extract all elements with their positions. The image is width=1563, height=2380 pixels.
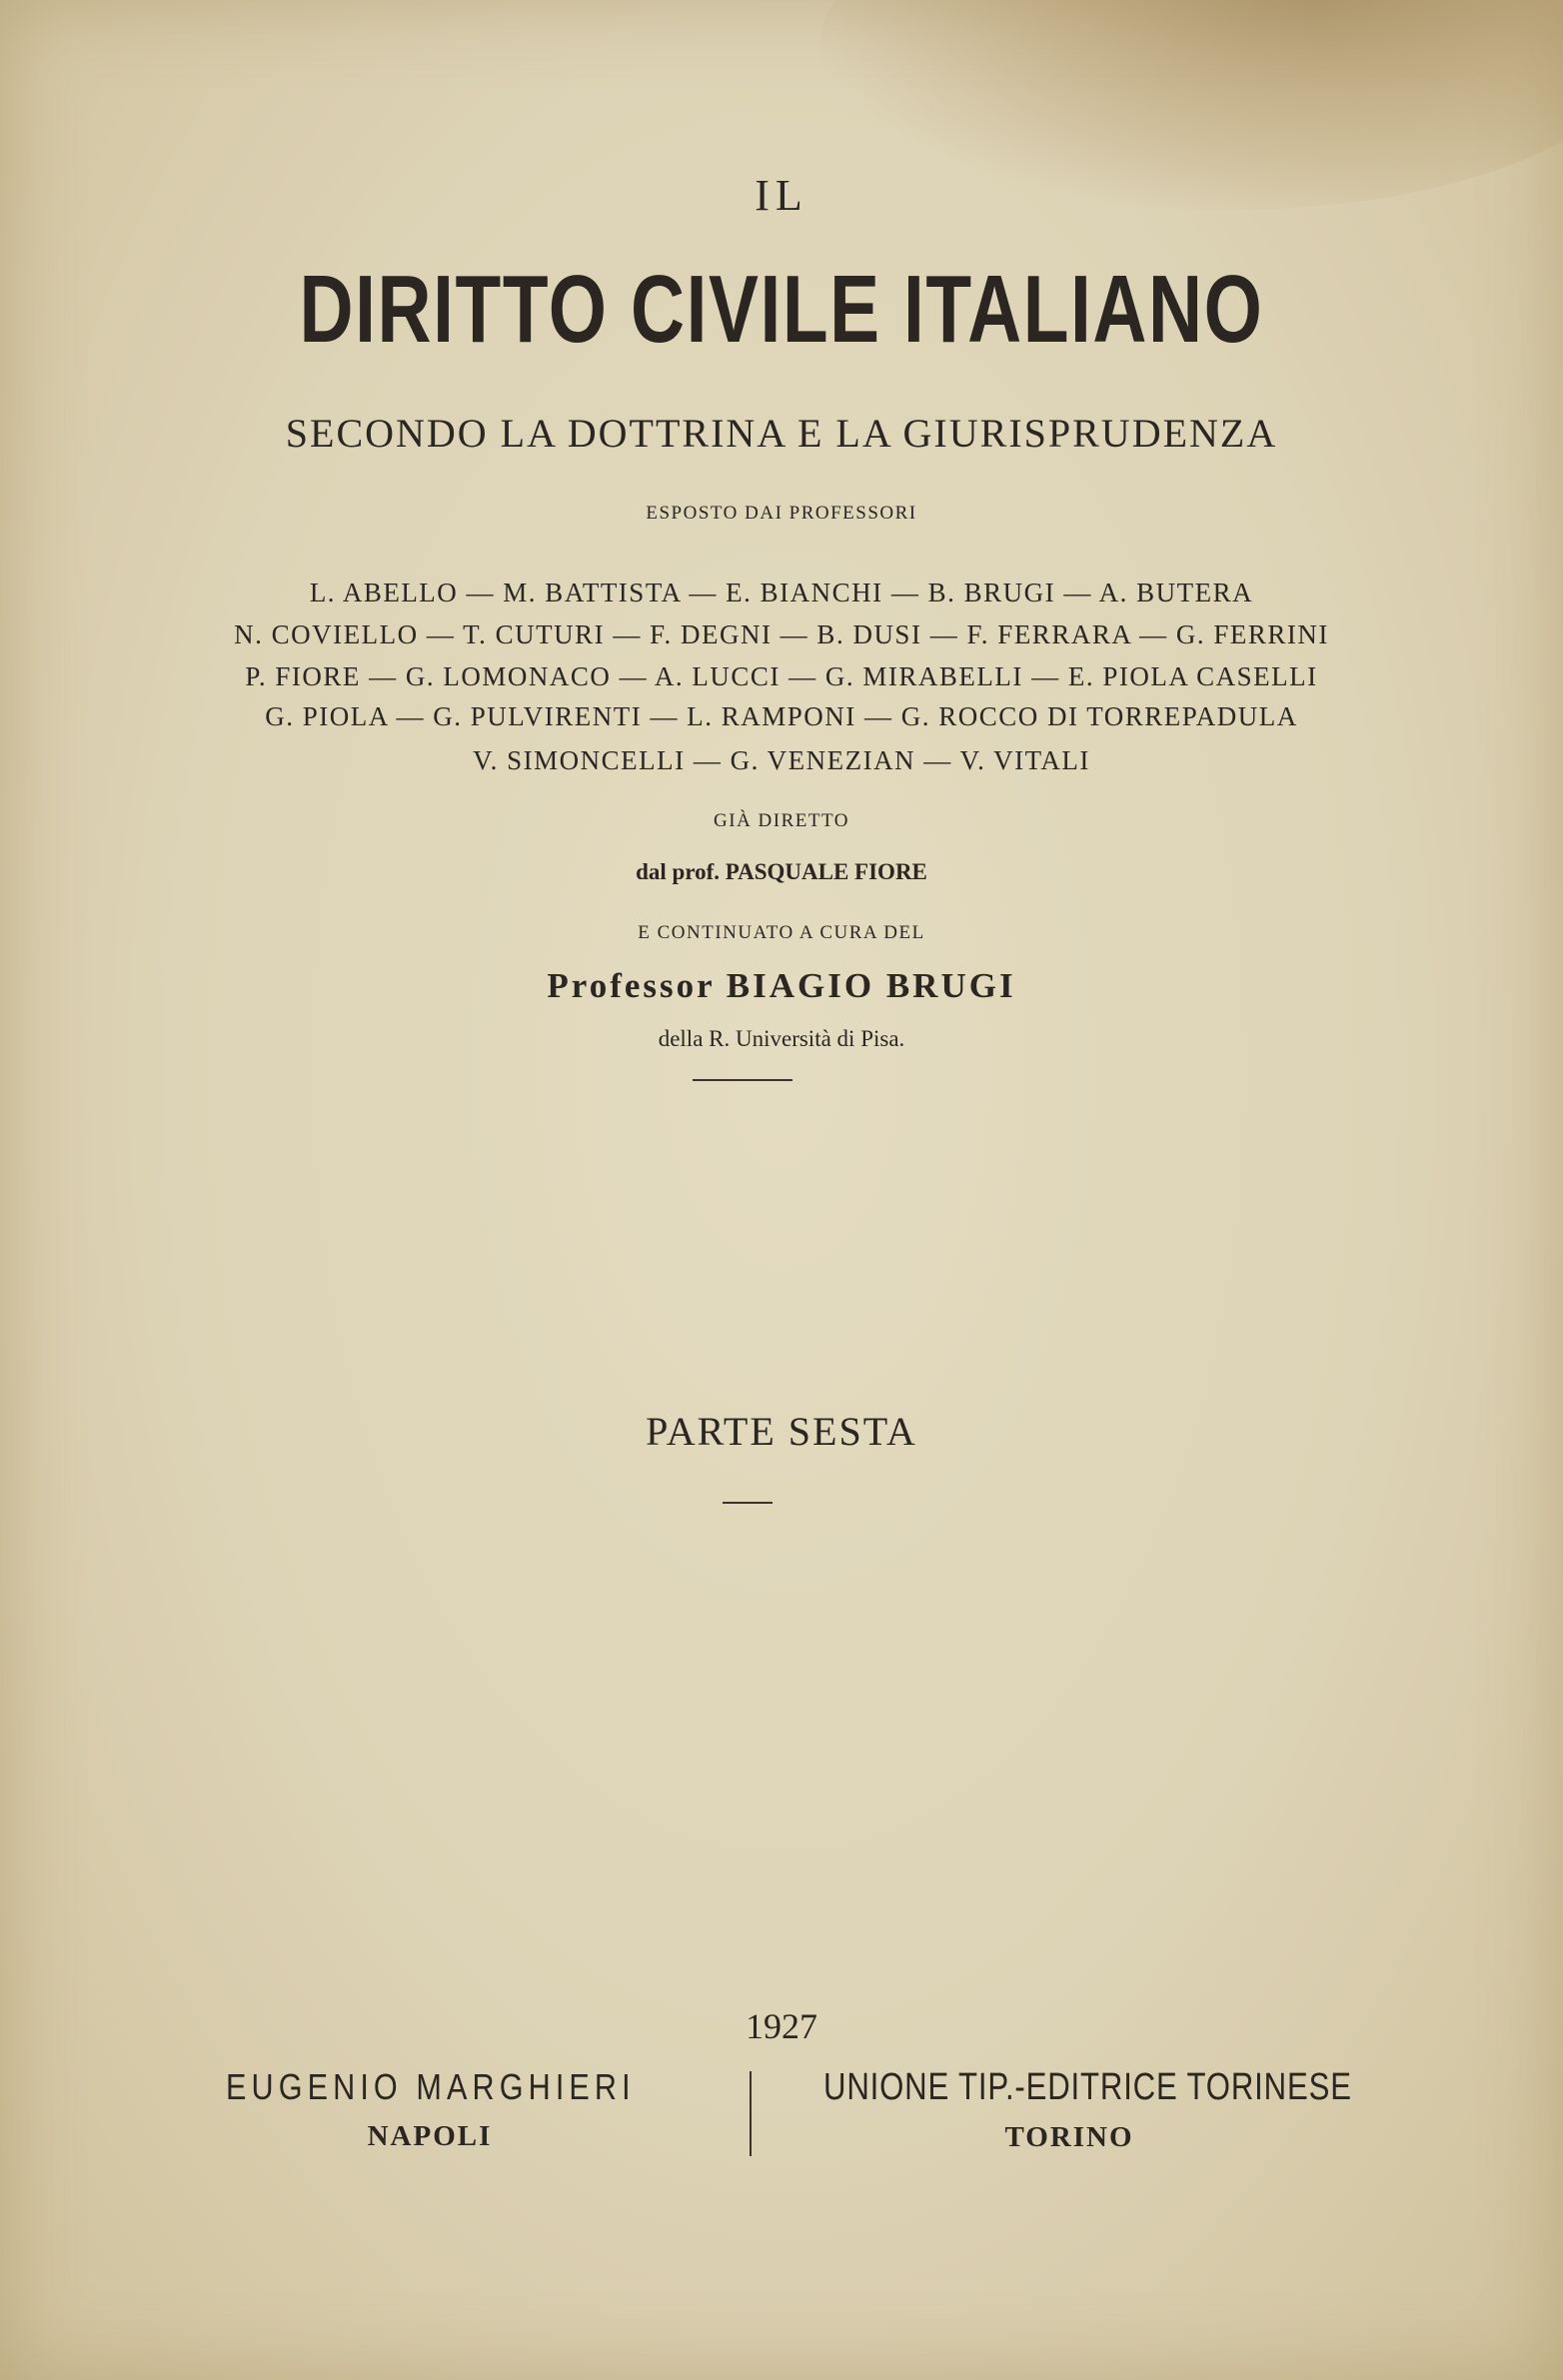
authors-line-1: L. ABELLO — M. BATTISTA — E. BIANCHI — B. BRUGI — A. BUTERA [309,578,1254,607]
publisher-left-name: EUGENIO MARGHIERI [226,2066,636,2107]
authors-line-2: N. COVIELLO — T. CUTURI — F. DEGNI — B. DUSI — F. FERRARA — G. FERRINI [234,619,1329,649]
publication-year: 1927 [746,2006,817,2046]
authors-line-4: G. PIOLA — G. PULVIRENTI — L. RAMPONI — G. ROCCO DI TORREPADULA [265,701,1298,731]
publisher-left-city: NAPOLI [367,2120,493,2152]
authors-line-3: P. FIORE — G. LOMONACO — A. LUCCI — G. MIRABELLI — E. PIOLA CASELLI [245,661,1318,691]
authors-line-5: V. SIMONCELLI — G. VENEZIAN — V. VITALI [473,745,1090,775]
part-title: PARTE SESTA [646,1409,917,1454]
publisher-left [190,2066,670,2153]
continuato-line: E CONTINUATO A CURA DEL [638,922,925,943]
publisher-right-name: UNIONE TIP.-EDITRICE TORINESE [823,2066,1352,2108]
editor-name: Professor BIAGIO BRUGI [547,966,1016,1005]
publisher-right [770,2066,1369,2154]
gia-diretto: GIÀ DIRETTO [714,810,849,831]
title-article: IL [755,171,808,220]
esposto-line: ESPOSTO DAI PROFESSORI [646,503,917,524]
director-line: dal prof. PASQUALE FIORE [636,859,927,884]
publisher-right-city: TORINO [1004,2121,1134,2153]
university-line: della R. Università di Pisa. [658,1026,905,1051]
ornament-rule [693,1079,792,1081]
short-rule [723,1502,773,1504]
subtitle: SECONDO LA DOTTRINA E LA GIURISPRUDENZA [285,411,1278,456]
main-title: DIRITTO CIVILE ITALIANO [299,256,1264,363]
publisher-divider [750,2071,752,2156]
